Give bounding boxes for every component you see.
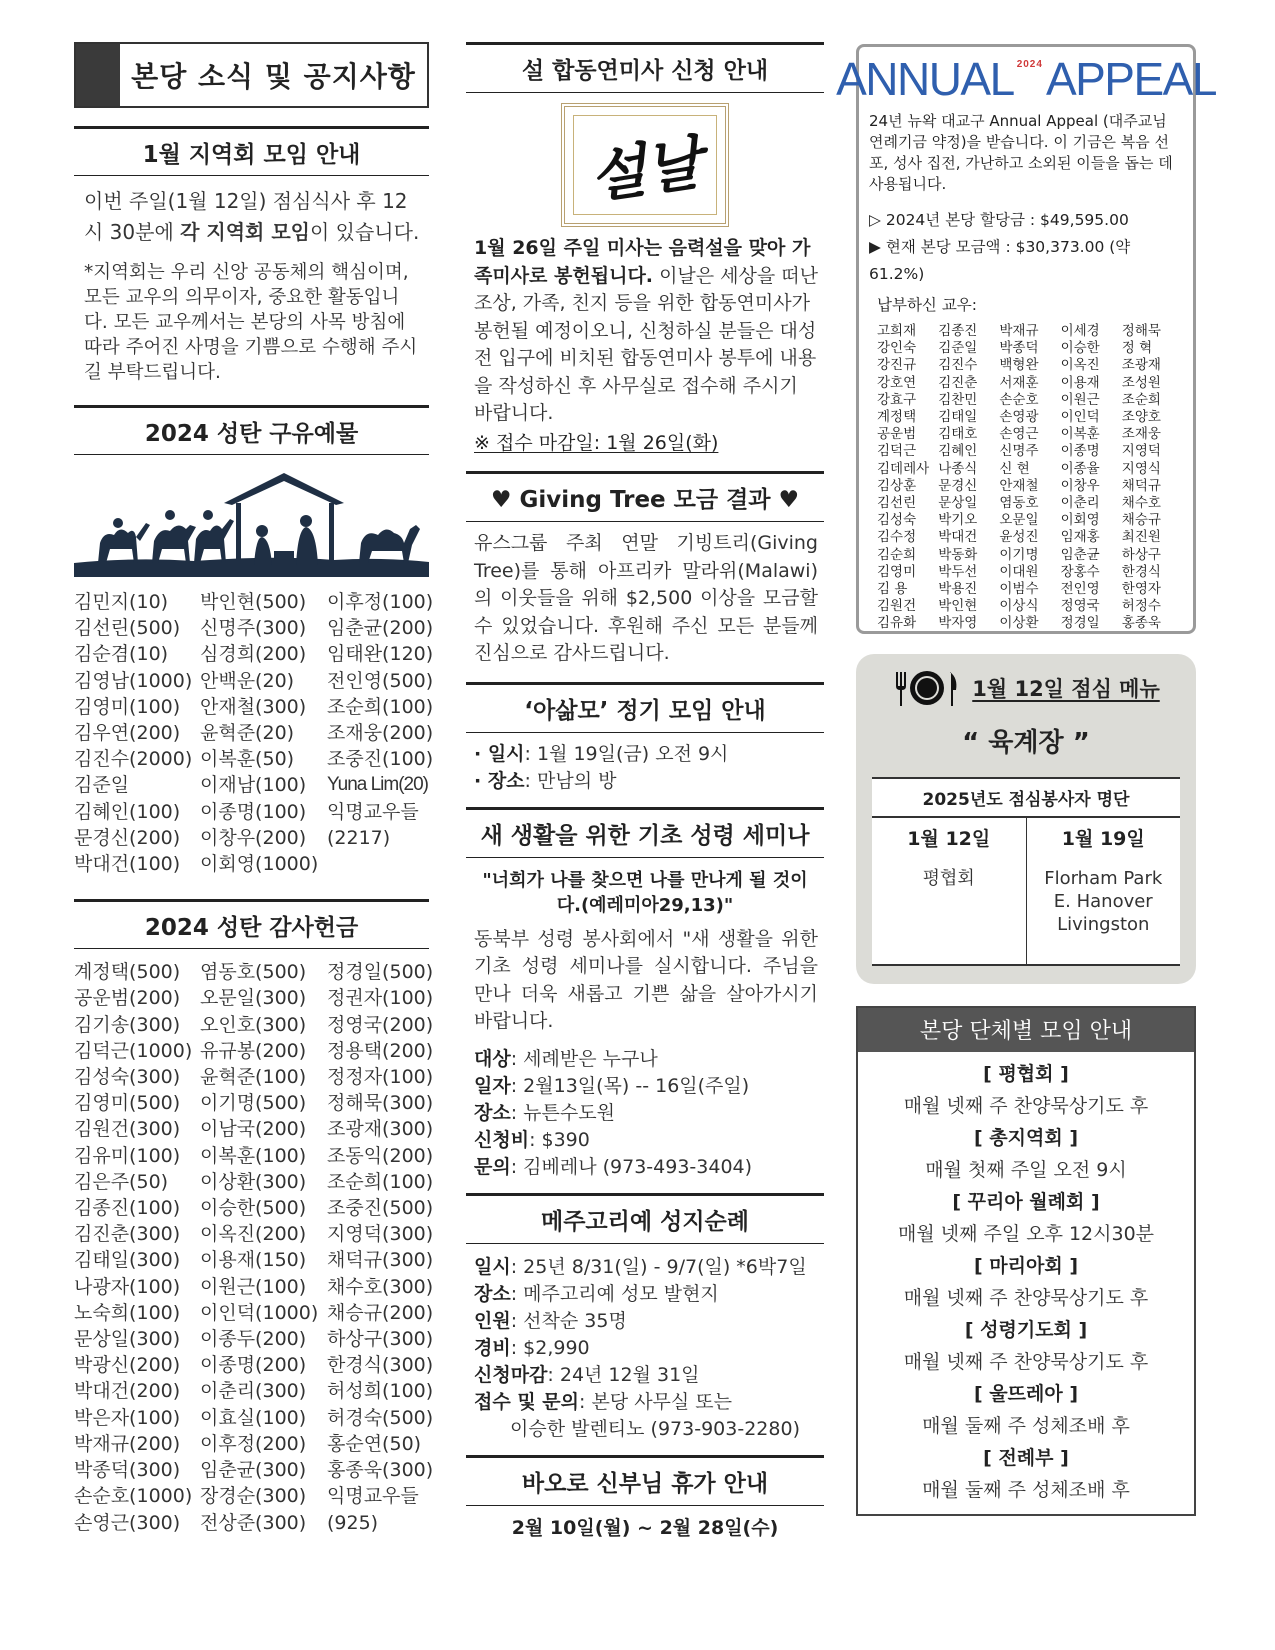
list-item: 임춘균(300): [200, 1459, 307, 1482]
seminar-quote: "너희가 나를 찾으면 나를 만나게 될 것이다.(예레미아29,13)": [482, 869, 808, 916]
list-item: 오문일(300): [200, 987, 307, 1010]
group-time: 매월 둘째 주 성체조배 후: [922, 1479, 1130, 1501]
mass-text: 1월 26일 주일 미사는 음력설을 맞아 가족미사로 봉헌됩니다. 이날은 세상을 떠난 조상, 가족, 친지 등을 위한 합동연미사가 봉헌될 예정이오니, 신청하실 분들은 대성전 입구에 비치된 합동연미사 봉투에 내용을 작성하신 후 사무실로 접수해 주시기 바랍니다.: [474, 237, 818, 424]
donor-name: 조순희: [1121, 391, 1161, 408]
group-name: [ 울뜨레아 ]: [973, 1383, 1078, 1405]
donor-name: 고희재: [877, 323, 917, 339]
list-item: 일시: 25년 8/31(일) - 9/7(일) *6박7일: [474, 1255, 807, 1278]
nativity-silhouette: [74, 465, 429, 583]
donor-name: 이춘리: [1060, 495, 1100, 512]
list-item: 박재규(200): [74, 1432, 181, 1455]
asalmo-info: [466, 733, 824, 795]
seminar-details: [466, 1036, 824, 1181]
list-item: 인원: 선착순 35명: [474, 1309, 627, 1332]
list-item: 박은자(100): [74, 1406, 181, 1429]
list-item: 이효실(100): [200, 1406, 307, 1429]
list-item: Yuna Lim(20): [327, 774, 429, 796]
list-item: 이종명(100): [200, 800, 307, 823]
list-item: 이종명(200): [200, 1354, 307, 1377]
donor-name: 강효구: [877, 391, 917, 408]
section-title-pilgrimage: 메주고리예 성지순례: [466, 1193, 824, 1244]
donor-name: 이회영: [1060, 512, 1100, 529]
section-title-oil-offering: 2024 성탄 구유예물: [74, 405, 429, 455]
list-item: 이창우(200): [200, 826, 307, 849]
giving-tree-text: 유스그룹 주최 연말 기빙트리(Giving Tree)를 통해 아프리카 말라위(Malawi)의 이웃들을 위해 $2,500 이상을 모금할 수 있었습니다. 후원해 주신 모든 분들께 진심으로 감사드립니다.: [474, 532, 818, 664]
list-item: 손순호(1000): [74, 1485, 193, 1508]
list-item: 김종진(100): [74, 1197, 181, 1220]
list-item: 김민지(10): [74, 591, 169, 613]
list-item: 조순희(100): [327, 695, 434, 718]
list-item: (925): [327, 1511, 379, 1534]
donor-name: 김상훈: [877, 477, 917, 494]
list-item: 문경신(200): [74, 826, 181, 849]
donor-name: 문상일: [938, 495, 978, 512]
list-item: 이기명(500): [200, 1092, 307, 1115]
donor-name: 김덕근: [877, 443, 917, 460]
donor-name: 김순희: [877, 546, 917, 563]
seminar-text: 동북부 성령 봉사회에서 "새 생활을 위한 기초 성령 세미나를 실시합니다. 주님을 만나 더욱 새롭고 기쁜 삶을 살아가시기 바랍니다.: [474, 927, 818, 1032]
list-item: 김유미(100): [74, 1144, 181, 1167]
donor-name: 지영덕: [1121, 443, 1161, 460]
donor-name: 이창우: [1060, 477, 1100, 494]
list-item: 정영국(200): [327, 1013, 434, 1036]
donor-name: 신 현: [999, 460, 1030, 477]
donor-name: 박종덕: [999, 340, 1039, 357]
list-item: 대상: 세례받은 누구나: [474, 1047, 658, 1070]
list-item: 윤혁준(20): [200, 722, 295, 745]
volunteer-group: Livingston: [1057, 914, 1150, 935]
list-item: 나광자(100): [74, 1275, 181, 1298]
group-time: 매월 넷째 주일 오후 12시30분: [897, 1223, 1155, 1245]
donor-list: [869, 323, 1183, 633]
list-item: 이상환(300): [200, 1170, 307, 1193]
donor-name: 박용진: [938, 581, 978, 598]
list-item: 정권자(100): [327, 987, 434, 1010]
donor-name: 김준일: [938, 340, 978, 357]
seollal-image: [561, 103, 729, 227]
donor-name: 이상식: [999, 598, 1039, 615]
group-name: [ 꾸리아 월례회 ]: [952, 1191, 1100, 1213]
list-item: 이춘리(300): [200, 1380, 307, 1403]
volunteer-date: 1월 12일: [907, 828, 991, 850]
donor-name: 서재훈: [999, 374, 1039, 391]
list-item: 이남국(200): [200, 1118, 307, 1141]
donor-name: 이복훈: [1060, 426, 1100, 443]
donor-name: 이원근: [1060, 391, 1100, 408]
list-item: 조중진(500): [327, 1197, 434, 1220]
volunteer-group: 평협회: [922, 868, 975, 889]
list-item: 홍종욱(300): [327, 1459, 434, 1482]
donor-name: 조재웅: [1121, 426, 1161, 443]
group-meetings-box: [856, 1006, 1196, 1516]
list-item: 익명교우들: [327, 800, 419, 823]
donor-name: 오문일: [999, 512, 1039, 529]
donor-name: 박대건: [938, 529, 978, 546]
volunteer-day: [1026, 818, 1181, 964]
list-item: 조순희(100): [327, 1170, 434, 1193]
list-item: 김성숙(300): [74, 1066, 181, 1089]
appeal-current: ▶ 현재 본당 모금액 : $30,373.00 (약 61.2%): [869, 238, 1131, 283]
group-name: [ 총지역회 ]: [973, 1127, 1078, 1149]
donor-name: 김찬민: [938, 391, 978, 408]
donor-name: 김태일: [938, 409, 978, 426]
donor-name: 이대원: [999, 563, 1039, 580]
asalmo-place: · 장소: 만남의 방: [474, 769, 617, 792]
list-item: 김진수(2000): [74, 748, 193, 771]
donor-name: 김원건: [877, 598, 917, 615]
group-name: [ 마리아회 ]: [973, 1255, 1078, 1277]
donor-name: 한영자: [1121, 581, 1161, 598]
list-item: 조재웅(200): [327, 722, 434, 745]
volunteer-date: 1월 19일: [1061, 828, 1145, 850]
list-item: 이재남(100): [200, 774, 307, 797]
list-item: 박대건(100): [74, 853, 181, 876]
donor-name: 김영미: [877, 563, 917, 580]
list-item: 노숙희(100): [74, 1301, 181, 1324]
list-item: 김은주(50): [74, 1170, 169, 1193]
list-item: 임춘균(200): [327, 617, 434, 640]
volunteer-day: [872, 818, 1026, 964]
list-item: 경비: $2,990: [474, 1336, 590, 1359]
list-item: 홍순연(50): [327, 1432, 422, 1455]
donor-name: 조성원: [1121, 374, 1161, 391]
volunteer-table: [872, 777, 1180, 966]
donor-name: 허정수: [1121, 598, 1161, 615]
list-item: 신명주(300): [200, 617, 307, 640]
donors-label: 납부하신 교우:: [877, 296, 977, 314]
donor-name: 박기오: [938, 512, 978, 529]
donor-name: 안재철: [999, 477, 1039, 494]
appeal-quota: ▷ 2024년 본당 할당금 : $49,595.00: [869, 211, 1129, 229]
donor-name: 임춘균: [1060, 546, 1100, 563]
donor-name: 박자영: [938, 615, 978, 632]
donor-name: 정경일: [1060, 615, 1100, 632]
volunteer-title: 2025년도 점심봉사자 명단: [872, 779, 1180, 818]
donor-name: 김유화: [877, 615, 917, 632]
list-item: 전인영(500): [327, 669, 434, 692]
donor-name: 윤성진: [999, 529, 1039, 546]
donor-name: 이인덕: [1060, 409, 1100, 426]
list-item: 김영미(100): [74, 695, 181, 718]
donor-name: 이옥진: [1060, 357, 1100, 374]
donor-name: 박재규: [999, 323, 1039, 339]
list-item: 이옥진(200): [200, 1223, 307, 1246]
donor-name: 채덕규: [1121, 477, 1161, 494]
volunteer-columns: [872, 818, 1180, 964]
donor-name: 이승한: [1060, 340, 1100, 357]
list-item: 신청비: $390: [474, 1128, 590, 1151]
list-item: 정경일(500): [327, 961, 434, 984]
list-item: 정해묵(300): [327, 1092, 434, 1115]
pilgrimage-details: [466, 1244, 824, 1443]
section-title-seminar: 새 생활을 위한 기초 성령 세미나: [466, 807, 824, 858]
list-item: 손영근(300): [74, 1511, 181, 1534]
volunteer-group: E. Hanover: [1053, 891, 1153, 912]
list-item: [327, 851, 429, 877]
asalmo-date: · 일시: 1월 19일(금) 오전 9시: [474, 742, 729, 765]
donor-name: 박두선: [938, 563, 978, 580]
donor-name: 이용재: [1060, 374, 1100, 391]
annual-appeal-logo: ANNUAL 2024 APPEAL: [836, 53, 1216, 105]
section-title-meeting: 1월 지역회 모임 안내: [74, 126, 429, 176]
section-title-giving-tree: ♥ Giving Tree 모금 결과 ♥: [466, 471, 824, 522]
group-time: 매월 둘째 주 성체조배 후: [922, 1415, 1130, 1437]
donor-name: 이상환: [999, 615, 1039, 632]
column-right: [836, 44, 1216, 1516]
donor-name: 신명주: [999, 443, 1039, 460]
page-header: [74, 42, 429, 108]
section-title-thanks-offering: 2024 성탄 감사헌금: [74, 899, 429, 949]
list-item: 장소: 메주고리예 성모 발현지: [474, 1282, 719, 1305]
pilgrimage-contact: 이승한 발렌티노 (973-903-2280): [510, 1417, 800, 1440]
donor-name: 김혜인: [938, 443, 978, 460]
donor-name: 김성숙: [877, 512, 917, 529]
list-item: 장경순(300): [200, 1485, 307, 1508]
list-item: 박인현(500): [200, 591, 307, 613]
list-item: 윤혁준(100): [200, 1066, 307, 1089]
list-item: 접수 및 문의: 본당 사무실 또는: [474, 1390, 732, 1413]
group-meetings-title: 본당 단체별 모임 안내: [858, 1008, 1194, 1052]
section-title-vacation: 바오로 신부님 휴가 안내: [466, 1455, 824, 1506]
list-item: 김태일(300): [74, 1249, 181, 1272]
donor-name: 조양호: [1121, 409, 1161, 426]
group-time: 매월 첫째 주일 오전 9시: [925, 1159, 1127, 1181]
group-name: [ 전례부 ]: [983, 1447, 1069, 1469]
donor-name: 이세경: [1060, 323, 1100, 339]
thanks-offering-list: [74, 959, 434, 1535]
appeal-description: 24년 뉴왁 대교구 Annual Appeal (대주교님 연례기금 약정)을 받습니다. 이 기금은 복음 선포, 성사 집전, 가난하고 소외된 이들을 돕는 데 사용됩니다.: [869, 112, 1173, 193]
donor-name: 김 용: [877, 581, 908, 598]
list-item: 김영남(1000): [74, 669, 193, 692]
donor-name: 김태호: [938, 426, 978, 443]
list-item: 김준일: [74, 774, 130, 797]
group-time: 매월 넷째 주 찬양묵상기도 후: [903, 1095, 1149, 1117]
list-item: 안재철(300): [200, 695, 307, 718]
list-item: 박종덕(300): [74, 1459, 181, 1482]
list-item: 이용재(150): [200, 1249, 307, 1272]
list-item: 이후정(200): [200, 1432, 307, 1455]
list-item: (2217): [327, 826, 391, 849]
list-item: 유규봉(200): [200, 1039, 307, 1062]
list-item: 김혜인(100): [74, 800, 181, 823]
donor-name: 계정택: [877, 409, 917, 426]
donor-name: 홍종욱: [1121, 615, 1161, 632]
list-item: 조광재(300): [327, 1118, 434, 1141]
donor-name: 정해묵: [1121, 323, 1161, 339]
donor-name: 최진원: [1121, 529, 1161, 546]
header-bar: [76, 44, 120, 106]
group-name: [ 성령기도회 ]: [964, 1319, 1088, 1341]
group-time: 매월 넷째 주 찬양묵상기도 후: [903, 1351, 1149, 1373]
list-item: 공운범(200): [74, 987, 181, 1010]
list-item: 전상준(300): [200, 1511, 307, 1534]
column-left: [74, 42, 434, 1536]
donor-name: 하상구: [1121, 546, 1161, 563]
menu-title: 1월 12일 점심 메뉴: [972, 677, 1160, 701]
oil-offering-list: [74, 589, 434, 877]
donor-name: 김진춘: [938, 374, 978, 391]
list-item: 이종두(200): [200, 1328, 307, 1351]
donor-name: 채수호: [1121, 495, 1161, 512]
list-item: 하상구(300): [327, 1328, 434, 1351]
list-item: 임태완(120): [327, 643, 434, 666]
menu-header: [872, 668, 1180, 708]
donor-name: 채승규: [1121, 512, 1161, 529]
list-item: 채덕규(300): [327, 1249, 434, 1272]
donor-name: 이범수: [999, 581, 1039, 598]
donor-name: 손영광: [999, 409, 1039, 426]
list-item: 한경식(300): [327, 1354, 434, 1377]
list-item: 김기송(300): [74, 1013, 181, 1036]
donor-name: 손영근: [999, 426, 1039, 443]
list-item: 채승규(200): [327, 1301, 434, 1324]
group-meetings-list: [858, 1052, 1194, 1506]
volunteer-group: Florham Park: [1044, 868, 1163, 889]
list-item: 이복훈(100): [200, 1144, 307, 1167]
list-item: 염동호(500): [200, 961, 307, 984]
list-item: 박광신(200): [74, 1354, 181, 1377]
donor-name: 강인숙: [877, 340, 917, 357]
section-title-asalmo: ‘아삶모’ 정기 모임 안내: [466, 682, 824, 733]
donor-name: 조광재: [1121, 357, 1161, 374]
list-item: 김우연(200): [74, 722, 181, 745]
donor-name: 이기명: [999, 546, 1039, 563]
list-item: 김선린(500): [74, 617, 181, 640]
donor-name: 손순호: [999, 391, 1039, 408]
donor-name: 한경식: [1121, 563, 1161, 580]
list-item: 장소: 뉴튼수도원: [474, 1101, 615, 1124]
donor-name: 김데레사: [877, 460, 930, 477]
donor-name: 지영식: [1121, 460, 1161, 477]
list-item: 허경숙(500): [327, 1406, 434, 1429]
list-item: 계정택(500): [74, 961, 181, 984]
donor-name: 김진수: [938, 357, 978, 374]
donor-name: 김수정: [877, 529, 917, 546]
list-item: 조동익(200): [327, 1144, 434, 1167]
list-item: 오인호(300): [200, 1013, 307, 1036]
column-middle: [466, 42, 824, 1549]
list-item: 김순겸(10): [74, 643, 169, 666]
list-item: 김영미(500): [74, 1092, 181, 1115]
donor-name: 정영국: [1060, 598, 1100, 615]
donor-name: 정 혁: [1121, 340, 1153, 357]
lunch-menu-box: [856, 654, 1196, 984]
list-item: 이인덕(1000): [200, 1301, 319, 1324]
list-item: 김덕근(1000): [74, 1039, 193, 1062]
donor-name: 백형완: [999, 357, 1039, 374]
list-item: 문상일(300): [74, 1328, 181, 1351]
donor-name: 전인영: [1060, 581, 1100, 598]
list-item: 이원근(100): [200, 1275, 307, 1298]
list-item: 일자: 2월13일(목) -- 16일(주일): [474, 1074, 750, 1097]
donor-name: 강진규: [877, 357, 917, 374]
list-item: 채수호(300): [327, 1275, 434, 1298]
list-item: 허성희(100): [327, 1380, 434, 1403]
list-item: 이승한(500): [200, 1197, 307, 1220]
donor-name: 문경신: [938, 477, 978, 494]
list-item: 정정자(100): [327, 1066, 434, 1089]
list-item: 정용택(200): [327, 1039, 434, 1062]
meeting-note: *지역회는 우리 신앙 공동체의 핵심이며, 모든 교우의 의무이자, 중요한 활동입니다. 모든 교우께서는 본당의 사목 방침에 따라 주어진 사명을 기쁨으로 수행해 주시길 부탁드립니다.: [84, 262, 418, 383]
group-time: 매월 넷째 주 찬양묵상기도 후: [903, 1287, 1149, 1309]
donor-name: 박동화: [938, 546, 978, 563]
donor-name: 김선린: [877, 495, 917, 512]
list-item: 문의: 김베레나 (973-493-3404): [474, 1155, 753, 1178]
list-item: 이회영(1000): [200, 853, 319, 876]
list-item: 이복훈(50): [200, 748, 295, 771]
donor-name: 임재홍: [1060, 529, 1100, 546]
page-title: 본당 소식 및 공지사항: [131, 60, 416, 93]
donor-name: 공운범: [877, 426, 917, 443]
donor-name: 염동호: [999, 495, 1039, 512]
list-item: 박대건(200): [74, 1380, 181, 1403]
list-item: 김원건(300): [74, 1118, 181, 1141]
list-item: 익명교우들: [327, 1485, 419, 1508]
list-item: 조중진(100): [327, 748, 434, 771]
donor-name: 박인현: [938, 598, 978, 615]
donor-name: 김종진: [938, 323, 978, 339]
list-item: 심경희(200): [200, 643, 307, 666]
dining-icon: [892, 668, 962, 708]
menu-dish: “ 육계장 ”: [962, 728, 1090, 758]
meeting-text: 이번 주일(1월 12일) 점심식사 후 12시 30분에 각 지역회 모임이 있습니다.: [84, 189, 420, 244]
donor-name: 나종식: [938, 460, 978, 477]
mass-deadline: ※ 접수 마감일: 1월 26일(화): [474, 431, 719, 454]
donor-name: 이종율: [1060, 460, 1100, 477]
list-item: 이후정(100): [327, 591, 434, 613]
section-title-mass: 설 합동연미사 신청 안내: [466, 42, 824, 93]
list-item: 안백운(20): [200, 669, 295, 692]
group-name: [ 평협회 ]: [983, 1063, 1069, 1085]
list-item: 지영덕(300): [327, 1223, 434, 1246]
seollal-calligraphy: 설날: [585, 128, 706, 212]
donor-name: 강호연: [877, 374, 917, 391]
donor-name: 장홍수: [1060, 563, 1100, 580]
list-item: 김진춘(300): [74, 1223, 181, 1246]
annual-appeal-box: [836, 44, 1216, 634]
list-item: 신청마감: 24년 12월 31일: [474, 1363, 700, 1386]
donor-name: 이종명: [1060, 443, 1100, 460]
vacation-dates: 2월 10일(월) ~ 2월 28일(수): [511, 1516, 779, 1539]
